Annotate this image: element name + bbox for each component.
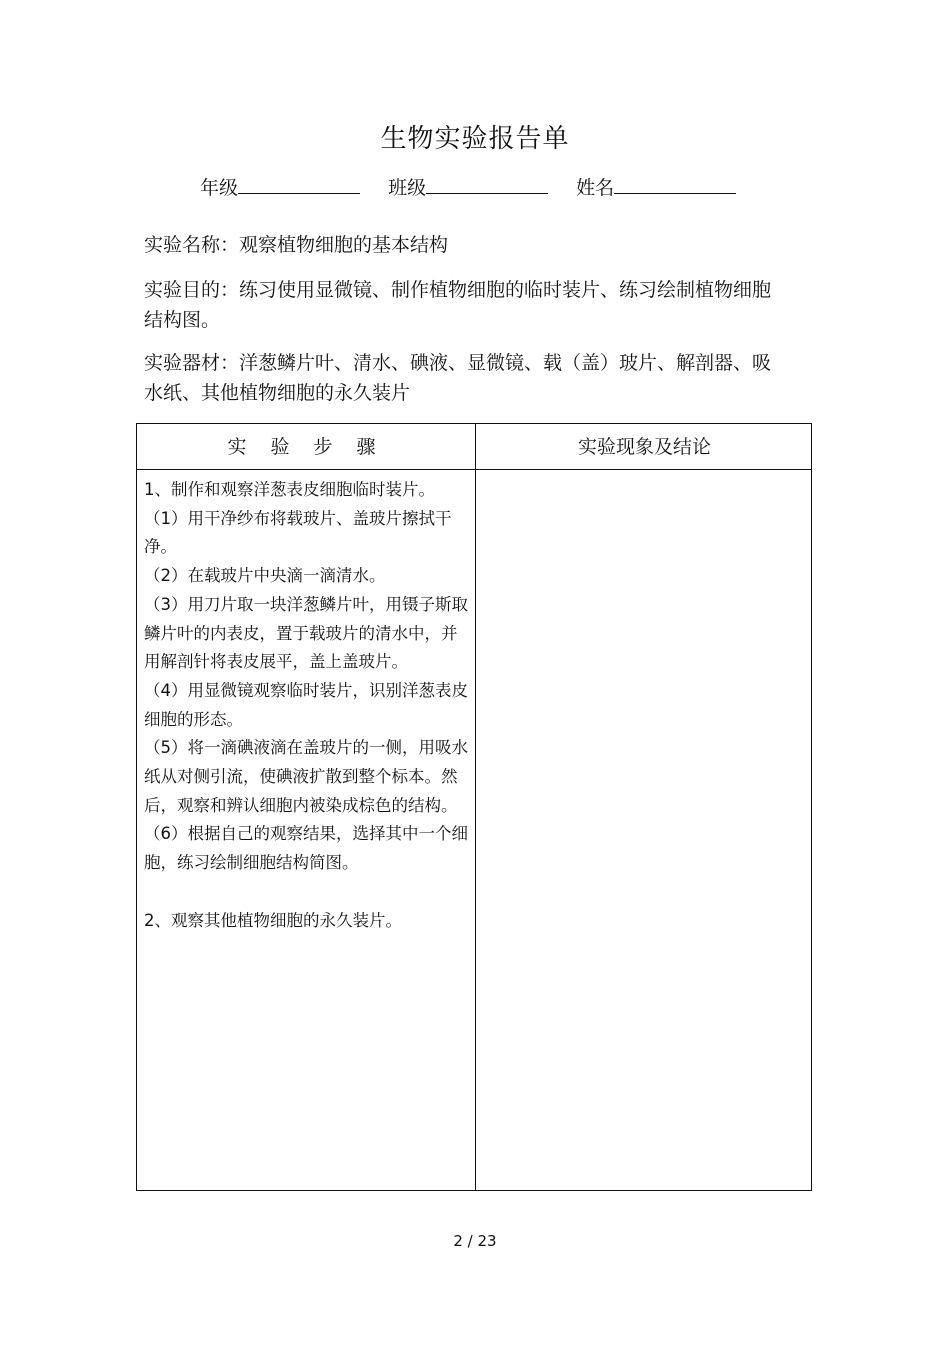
experiment-materials: 实验器材：洋葱鳞片叶、清水、碘液、显微镜、载（盖）玻片、解剖器、吸水纸、其他植物细胞的永久装片	[144, 352, 772, 404]
steps-column-header: 实 验 步 骤	[227, 436, 385, 458]
class-label: 班级	[388, 177, 427, 199]
step-item: （4）用显微镜观察临时装片，识别洋葱表皮细胞的形态。	[144, 680, 468, 729]
step-item: （1）用干净纱布将载玻片、盖玻片擦拭干净。	[144, 508, 452, 557]
step-item: （2）在载玻片中央滴一滴清水。	[144, 566, 386, 586]
page-indicator: 2 / 23	[453, 1232, 497, 1250]
class-blank	[426, 173, 548, 194]
name-field	[576, 173, 736, 200]
page-title: 生物实验报告单	[380, 124, 570, 154]
report-table	[136, 423, 812, 1191]
step-item: （6）根据自己的观察结果，选择其中一个细胞，练习绘制细胞结构简图。	[144, 824, 468, 873]
results-column-header: 实验现象及结论	[577, 436, 711, 458]
student-info-row	[200, 173, 758, 200]
steps-list	[144, 476, 469, 935]
grade-field	[200, 173, 360, 200]
class-field	[388, 173, 548, 200]
experiment-name: 实验名称：观察植物细胞的基本结构	[144, 234, 449, 256]
name-blank	[614, 173, 736, 194]
step-item: （3）用刀片取一块洋葱鳞片叶，用镊子斯取鳞片叶的内表皮，置于载玻片的清水中，并用解剖针将表皮展平，盖上盖玻片。	[144, 594, 468, 672]
results-cell[interactable]	[476, 470, 813, 1190]
grade-label: 年级	[200, 177, 239, 199]
step-item: 2、观察其他植物细胞的永久装片。	[144, 910, 402, 930]
step-item: 1、制作和观察洋葱表皮细胞临时装片。	[144, 480, 435, 499]
step-spacer	[144, 878, 469, 907]
experiment-purpose: 实验目的：练习使用显微镜、制作植物细胞的临时装片、练习绘制植物细胞结构图。	[144, 279, 772, 331]
grade-blank	[238, 173, 360, 194]
step-item: （5）将一滴碘液滴在盖玻片的一侧，用吸水纸从对侧引流，使碘液扩散到整个标本。然后，观察和辨认细胞内被染成棕色的结构。	[144, 738, 468, 815]
name-label: 姓名	[576, 177, 615, 199]
